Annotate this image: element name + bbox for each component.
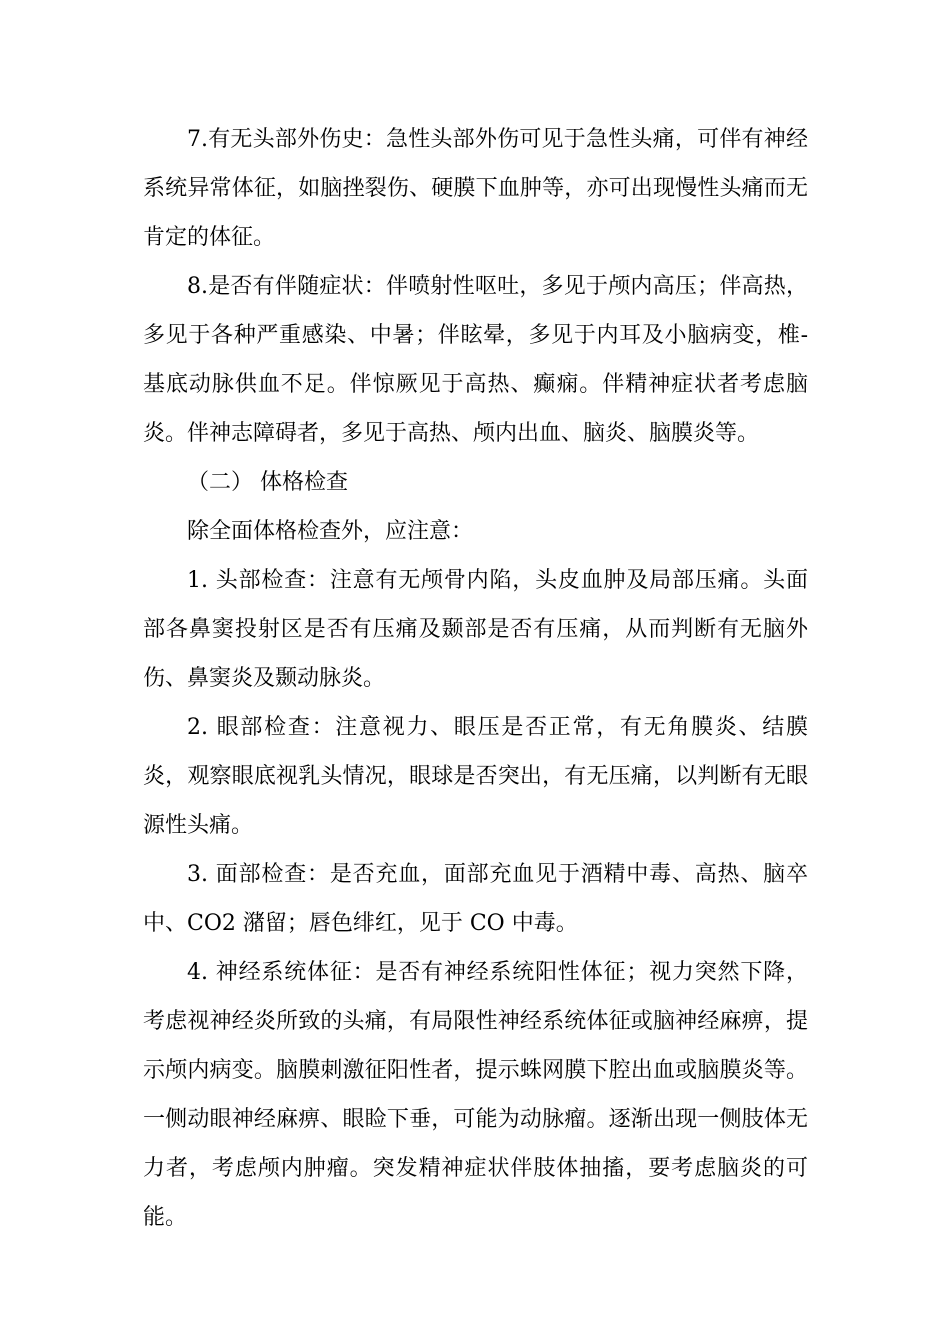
- paragraph-eye-exam: 2. 眼部检查：注意视力、眼压是否正常，有无角膜炎、结膜炎，观察眼底视乳头情况，眼球是否突出，有无压痛，以判断有无眼源性头痛。: [143, 715, 808, 838]
- paragraph-head-trauma-history: 7.有无头部外伤史：急性头部外伤可见于急性头痛，可伴有神经系统异常体征，如脑挫裂伤、硬膜下血肿等，亦可出现慢性头痛而无肯定的体征。: [143, 127, 808, 250]
- paragraph-neuro-signs: 4. 神经系统体征：是否有神经系统阳性体征；视力突然下降，考虑视神经炎所致的头痛，有局限性神经系统体征或脑神经麻痹，提示颅内病变。脑膜刺激征阳性者，提示蛛网膜下腔出血或脑膜炎等。一侧动眼神经麻痹、眼睑下垂，可能为动脉瘤。逐渐出现一侧肢体无力者，考虑颅内肿瘤。突发精神症状伴肢体抽搐，要考虑脑炎的可能。: [143, 960, 808, 1230]
- paragraph-accompanying-symptoms: 8.是否有伴随症状：伴喷射性呕吐，多见于颅内高压；伴高热，多见于各种严重感染、中暑；伴眩晕，多见于内耳及小脑病变，椎-基底动脉供血不足。伴惊厥见于高热、癫痫。伴精神症状者考虑脑炎。伴神志障碍者，多见于高热、颅内出血、脑炎、脑膜炎等。: [143, 274, 808, 446]
- paragraph-face-exam: 3. 面部检查：是否充血，面部充血见于酒精中毒、高热、脑卒中、CO2 潴留；唇色绯红，见于 CO 中毒。: [143, 862, 808, 936]
- document-body: [143, 115, 808, 1242]
- paragraph-head-exam: 1. 头部检查：注意有无颅骨内陷，头皮血肿及局部压痛。头面部各鼻窦投射区是否有压痛及颞部是否有压痛，从而判断有无脑外伤、鼻窦炎及颞动脉炎。: [143, 568, 808, 691]
- paragraph-exam-intro: 除全面体格检查外，应注意：: [187, 519, 474, 544]
- section-heading-physical-exam: （二） 体格检查: [187, 470, 348, 495]
